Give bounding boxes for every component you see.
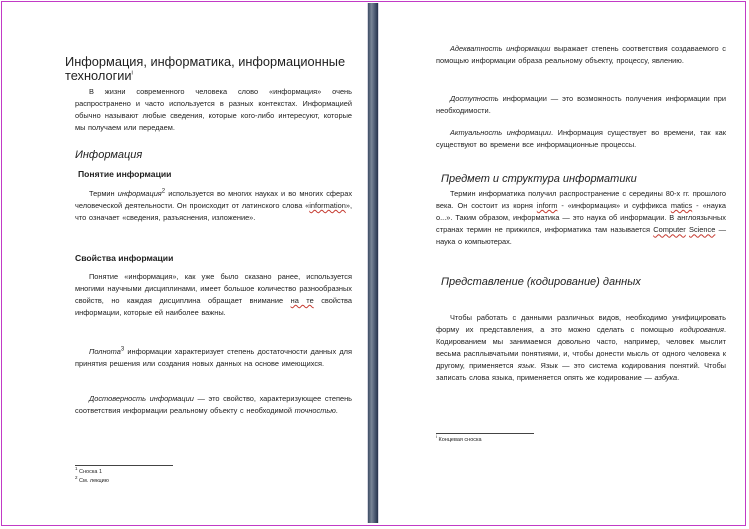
paragraph-reliability: Достоверность информации — это свойство, характеризующее степень соответствия информации реальному объекту с необходимой точностью.	[75, 394, 353, 416]
page-right-content	[436, 3, 726, 523]
paragraph-actuality: Актуальность информации. Информация существует во времени, так как существуют во времени все информационные процессы.	[436, 128, 726, 150]
footnote-separator	[75, 465, 173, 466]
endnote-1: $^i$ Концевая сноска	[436, 434, 482, 443]
endnote-separator	[436, 433, 534, 434]
heading-representation: Представление (кодирование) данных	[441, 276, 641, 288]
paragraph-subject: Термин информатика получил распространение с середины 80-х гг. прошлого века. Он состоит из корня inform - «информация» и суффикса matics - «наука о...». Таким образом, информатика — это наука об информации. В англоязычных странах термин не прижился, информатика там называется Computer Science — наука о компьютерах.	[436, 189, 727, 247]
document-title: Информация, информатика, информационные технологии$^i$	[65, 54, 346, 83]
heading-information: Информация	[75, 149, 143, 161]
page-gutter	[368, 3, 378, 523]
paragraph-adequacy: Адекватность информации выражает степень соответствия создаваемого с помощью информации образа реальному объекту, процессу, явлению.	[436, 44, 726, 66]
paragraph-completeness: Полнота$^3$ информации характеризует степень достаточности данных для принятия решения или создания новых данных на основе имеющихся.	[75, 346, 352, 369]
heading-concept: Понятие информации	[78, 169, 172, 179]
footnote-2: $^2$ См. лекцию	[75, 475, 109, 484]
footnote-1: $^1$ Сноска 1	[75, 466, 103, 475]
endnote-ref: i	[131, 70, 133, 77]
intro-paragraph: В жизни современного человека слово «информация» очень распространено и часто используется в разных контекстах. Информацией обычно называют любые сведения, которые кого-либо интересуют, которые мы получаем или передаем.	[75, 87, 352, 133]
page-right	[378, 3, 744, 523]
heading-properties: Свойства информации	[75, 253, 174, 263]
heading-subject: Предмет и структура информатики	[441, 173, 637, 185]
paragraph-properties: Понятие «информация», как уже было сказано ранее, используется многими научными дисциплинами, имеет большое количество разнообразных свойств, но каждая дисциплина обращает внимание на те свойства информации, которые ей наиболее важны.	[75, 272, 352, 318]
paragraph-representation: Чтобы работать с данными различных видов, необходимо унифицировать форму их представления, а это можно сделать с помощью кодирования. Кодированием мы занимаемся довольно часто, например, человек мыслит весьма расплывчатыми понятиями, и, чтобы донести мысль от одного человека к другому, применяется язык. Язык — это система кодирования понятий. Чтобы записать слова языка, применяется опять же кодирование — азбука.	[436, 313, 726, 383]
paragraph-term: Термин информация$^2$ используется во многих науках и во многих сферах человеческой деятельности. Он происходит от латинского слова «information», что означает «сведения, разъяснения, изложение».	[75, 188, 353, 223]
page-left	[3, 3, 368, 523]
page-left-content	[65, 3, 353, 523]
paragraph-availability: Доступность информации — это возможность получения информации при необходимости.	[436, 94, 726, 116]
